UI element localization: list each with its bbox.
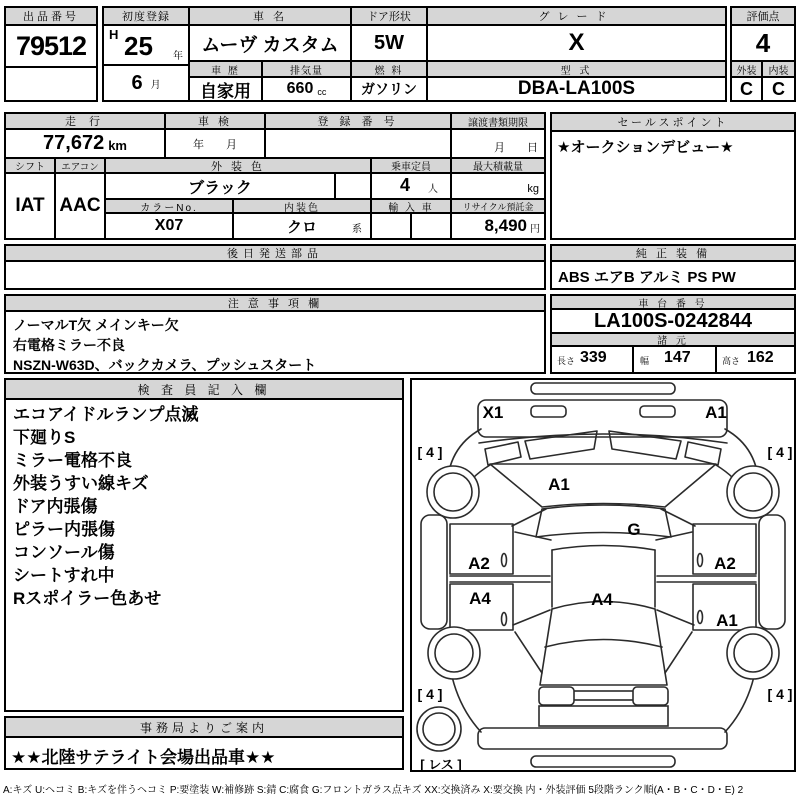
rear-left-taillight	[539, 687, 574, 705]
history-label: 車 歴	[190, 62, 263, 78]
right-sill	[759, 515, 785, 629]
later-shipped-parts-label: 後日発送部品	[6, 246, 544, 262]
exterior-grade-value: C	[732, 78, 763, 100]
caution-notes-label: 注 意 事 項 欄	[6, 296, 544, 312]
front-right-lamp	[640, 406, 675, 417]
first-registration-label: 初度登録	[104, 8, 188, 26]
front-left-lamp	[531, 406, 566, 417]
recycle-label: リサイクル預託金	[452, 200, 544, 214]
interior-color-label: 内装色	[234, 200, 370, 214]
dimensions-label: 諸 元	[552, 334, 794, 347]
sales-point-box	[550, 112, 796, 240]
exterior-color-sub-cell	[334, 174, 370, 198]
car-top-view-svg	[412, 380, 794, 770]
note-line: NSZN-W63D、バックカメラ、プッシュスタート	[13, 357, 317, 373]
car-name-column	[190, 8, 352, 100]
rear-bumper	[478, 728, 727, 749]
interior-color-suffix: 系	[352, 224, 362, 235]
exterior-color-value: ブラック	[188, 179, 252, 197]
shift-value: IAT	[15, 195, 45, 216]
score-value: 4	[732, 26, 794, 62]
rear-bumper-strip	[531, 756, 675, 767]
mileage-label: 走 行	[6, 114, 164, 130]
month-unit: 月	[150, 79, 161, 91]
panel-grade-label: G	[627, 520, 641, 539]
panel-grade-label: [ 4 ]	[417, 686, 443, 702]
auction-number-box	[4, 6, 98, 102]
left-front-door-handle	[502, 554, 507, 567]
shaken-label: 車 検	[166, 114, 264, 130]
chassis-number-value: LA100S-0242844	[552, 310, 794, 334]
hood-panel	[490, 464, 716, 507]
width-cell	[632, 347, 715, 372]
first-registration-year-cell	[104, 26, 188, 66]
transfer-deadline-value: 月 日	[494, 142, 538, 154]
capacity-unit: 人	[428, 184, 438, 195]
mileage-value: 77,672	[43, 132, 105, 154]
note-line: 下廻りS	[13, 428, 76, 447]
exterior-color-label: 外 装 色	[106, 159, 370, 174]
max-load-cell	[452, 174, 544, 200]
mileage-cell	[6, 114, 166, 159]
width-label: 幅	[640, 356, 650, 366]
load-recycle-column	[452, 159, 544, 238]
length-cell	[552, 347, 632, 372]
mileage-unit: km	[108, 138, 127, 153]
rear-left-rim	[435, 634, 473, 672]
legend-text: A:キズ U:ヘコミ B:キズを伴うヘコミ P:要塗装 W:補修跡 S:錆 C:腐食 G:フロントガラス点キズ XX:交換済み X:要交換 内・外装評価 5段階ランク順(A・B・C・D・E) 2	[3, 785, 744, 796]
interior-color-cell	[234, 214, 370, 238]
car-name-value: ムーヴ カスタム	[190, 26, 350, 62]
shift-cell	[6, 159, 56, 238]
left-sill	[421, 515, 447, 629]
displacement-unit: cc	[317, 87, 327, 97]
era-letter: H	[109, 27, 119, 42]
note-line: エコアイドルランプ点滅	[13, 405, 199, 424]
note-line: ノーマルT欠 メインキー欠	[13, 317, 179, 333]
length-label: 長さ	[557, 356, 576, 366]
max-load-unit: kg	[527, 183, 539, 195]
oem-equipment-label: 純 正 装 備	[552, 246, 794, 262]
inspector-notes-label: 検 査 員 記 入 欄	[6, 380, 402, 400]
shift-label: シフト	[6, 159, 54, 174]
registration-number-label: 登 録 番 号	[266, 114, 450, 130]
aircon-cell	[56, 159, 106, 238]
belt-lines	[450, 576, 756, 582]
import-car-label: 輸 入 車	[372, 200, 450, 214]
score-box	[730, 6, 796, 102]
rear-glass-lower-edge	[545, 640, 662, 648]
note-line: コンソール傷	[13, 543, 115, 562]
rear-right-pillar	[657, 610, 694, 673]
right-corner-panel	[685, 442, 721, 465]
exterior-color-row	[106, 174, 370, 200]
rear-hatch-panel	[539, 706, 668, 726]
panel-grade-label: A1	[716, 611, 738, 630]
first-registration-month-cell	[104, 66, 188, 100]
rear-right-taillight	[633, 687, 668, 705]
panel-grade-label: [ 4 ]	[417, 444, 443, 460]
car-condition-diagram	[410, 378, 796, 772]
left-rear-door-handle	[502, 613, 507, 626]
first-registration-column	[104, 8, 190, 100]
front-left-rim	[434, 473, 472, 511]
chassis-number-label: 車 台 番 号	[552, 296, 794, 310]
note-line: Rスポイラー色あせ	[13, 589, 162, 608]
left-corner-panel	[485, 442, 521, 465]
office-notice-value: ★★北陸サテライト会場出品車★★	[11, 748, 276, 767]
sales-point-value: ★オークションデビュー★	[557, 139, 734, 156]
oem-equipment-value: ABS エアB アルミ PS PW	[558, 269, 736, 286]
aircon-label: エアコン	[56, 159, 104, 174]
model-code-value: DBA-LA100S	[517, 78, 636, 99]
mileage-color-table	[4, 112, 546, 240]
capacity-import-column	[372, 159, 452, 238]
recycle-unit: 円	[530, 224, 540, 235]
score-label: 評価点	[732, 8, 794, 26]
inspector-notes-lines	[6, 400, 402, 710]
first-registration-year: 25	[124, 31, 153, 61]
registration-number-cell	[266, 114, 452, 159]
rear-window	[540, 609, 667, 685]
panel-grade-label: X1	[482, 403, 504, 422]
right-headlight	[609, 431, 681, 459]
note-line: 右電格ミラー不良	[13, 337, 125, 353]
right-rear-door-handle	[698, 611, 703, 624]
rear-right-rim	[734, 634, 772, 672]
note-line: シートすれ中	[13, 566, 115, 585]
auction-number-label: 出品番号	[6, 8, 96, 26]
displacement-cell	[263, 78, 350, 100]
max-load-label: 最大積載量	[452, 159, 544, 174]
chassis-number-box	[550, 294, 796, 374]
shaken-cell	[166, 114, 266, 159]
interior-grade-label: 内装	[763, 62, 794, 78]
color-no-value: X07	[106, 214, 234, 238]
first-registration-month: 6	[131, 71, 143, 94]
later-shipped-parts-value	[6, 262, 544, 288]
displacement-value: 660	[286, 80, 314, 97]
interior-grade-value: C	[772, 78, 785, 99]
caution-notes-box	[4, 294, 546, 374]
caution-notes-lines	[6, 312, 544, 372]
registration-number-value	[266, 130, 450, 157]
grade-column	[428, 8, 725, 100]
import-car-sub-cell-right	[412, 214, 450, 238]
office-notice-box	[4, 716, 404, 770]
panel-grade-label: A4	[591, 590, 613, 609]
grade-label: グレード	[428, 8, 725, 26]
note-line: ドア内張傷	[13, 497, 98, 516]
shaken-value: 年 月	[193, 138, 237, 151]
grade-value: X	[428, 26, 725, 62]
recycle-value: 8,490	[484, 216, 527, 235]
length-value: 339	[580, 349, 607, 366]
exterior-grade-label: 外装	[732, 62, 763, 78]
left-headlight	[525, 431, 597, 459]
width-value: 147	[664, 349, 691, 366]
recycle-cell	[452, 214, 544, 238]
roof-front-edge	[552, 546, 655, 551]
capacity-value: 4	[400, 175, 411, 195]
history-value: 自家用	[190, 78, 263, 100]
note-line: ミラー電格不良	[13, 451, 132, 470]
aircon-value: AAC	[59, 195, 101, 216]
front-bumper	[478, 400, 727, 437]
fuel-label: 燃 料	[352, 62, 426, 78]
right-front-door-handle	[698, 554, 703, 567]
auction-number-value: 79512	[6, 26, 96, 68]
note-line: 外装うすい線キズ	[13, 474, 149, 493]
model-code-label: 型 式	[428, 62, 725, 78]
transfer-deadline-label: 譲渡書類期限	[452, 114, 544, 130]
panel-grade-label: A1	[705, 403, 727, 422]
import-car-cell	[372, 214, 450, 238]
year-unit: 年	[173, 51, 183, 62]
displacement-label: 排気量	[263, 62, 350, 78]
height-cell	[715, 347, 794, 372]
sales-point-label: セールスポイント	[552, 114, 794, 132]
inspector-notes-box	[4, 378, 404, 712]
capacity-cell	[372, 174, 450, 200]
office-notice-label: 事務局よりご案内	[6, 718, 402, 738]
later-shipped-parts-box	[4, 244, 546, 290]
height-value: 162	[747, 349, 774, 366]
panel-grade-label: A2	[714, 554, 736, 573]
import-car-sub-cell-left	[372, 214, 412, 238]
auction-number-empty-cell	[6, 68, 96, 100]
door-shape-value: 5W	[352, 26, 426, 62]
panel-grade-label: A2	[468, 554, 490, 573]
color-no-label: カラーNo.	[106, 200, 234, 214]
fuel-value: ガソリン	[361, 81, 417, 97]
rear-license-bar	[570, 691, 636, 700]
panel-grade-label: [ レス ]	[420, 757, 462, 770]
interior-color-value: クロ	[286, 218, 317, 236]
height-label: 高さ	[722, 356, 741, 366]
mileage-value-cell	[6, 130, 164, 157]
transfer-deadline-cell	[452, 114, 544, 159]
door-shape-label: ドア形状	[352, 8, 426, 26]
car-name-label: 車 名	[190, 8, 350, 26]
panel-grade-label: [ 4 ]	[767, 686, 793, 702]
dimensions-row	[552, 347, 794, 372]
spare-tire-inner	[423, 713, 455, 745]
rear-left-pillar	[513, 610, 550, 673]
color-block	[106, 159, 372, 238]
front-bumper-strip	[531, 383, 675, 394]
capacity-label: 乗車定員	[372, 159, 450, 174]
oem-equipment-box	[550, 244, 796, 290]
panel-grade-label: [ 4 ]	[767, 444, 793, 460]
vehicle-head-table	[102, 6, 727, 102]
front-right-rim	[734, 473, 772, 511]
door-fuel-column	[352, 8, 428, 100]
panel-grade-label: A4	[469, 589, 491, 608]
windshield	[536, 505, 671, 537]
note-line: ピラー内張傷	[13, 520, 115, 539]
panel-grade-label: A1	[548, 475, 570, 494]
